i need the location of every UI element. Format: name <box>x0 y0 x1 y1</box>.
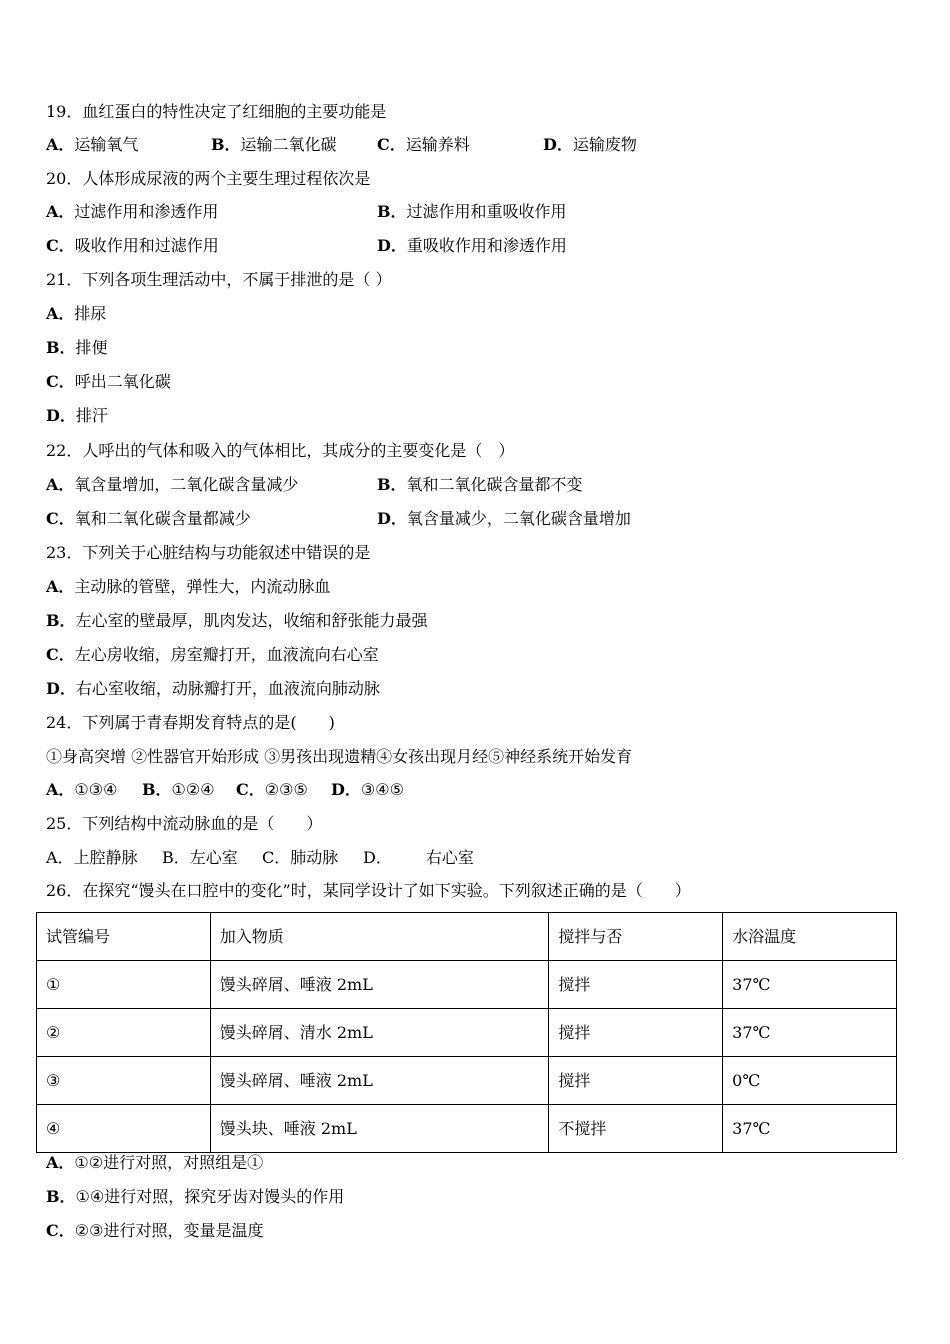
table-cell: 馒头碎屑、清水 2mL <box>210 1009 549 1057</box>
option-text: 肺动脉 <box>290 848 339 867</box>
q25-option-c <box>262 847 338 869</box>
option-text: 左心室的壁最厚，肌肉发达，收缩和舒张能力最强 <box>75 611 428 630</box>
table-cell: 搅拌 <box>549 961 723 1009</box>
q21-option-b <box>46 337 108 359</box>
option-text: ①④进行对照，探究牙齿对馒头的作用 <box>75 1187 345 1206</box>
table-cell: 馒头碎屑、唾液 2mL <box>210 961 549 1009</box>
option-text: 过滤作用和渗透作用 <box>74 202 219 221</box>
option-letter: C． <box>262 848 291 867</box>
option-letter: B． <box>162 848 190 867</box>
q24-option-c <box>236 779 308 801</box>
question-22-stem: 22．人呼出的气体和吸入的气体相比，其成分的主要变化是（ ） <box>46 441 515 460</box>
option-text: 排便 <box>75 338 108 357</box>
option-text: 氧含量减少，二氧化碳含量增加 <box>406 509 631 528</box>
q26-option-a <box>46 1152 263 1174</box>
q25-option-b <box>162 847 238 869</box>
table-row <box>37 1105 897 1153</box>
q25-option-a <box>46 847 138 869</box>
question-26-stem: 26．在探究“馒头在口腔中的变化”时，某同学设计了如下实验。下列叙述正确的是（ ） <box>46 881 691 900</box>
option-letter: A． <box>46 304 75 323</box>
table-header-cell: 水浴温度 <box>723 913 897 961</box>
option-letter: B． <box>377 475 407 494</box>
q20-option-a <box>46 201 218 223</box>
option-letter: B． <box>142 780 172 799</box>
table-header-cell: 试管编号 <box>37 913 211 961</box>
q24-option-d <box>331 779 404 801</box>
option-letter: A． <box>46 202 75 221</box>
option-text: ②③进行对照，变量是温度 <box>74 1221 264 1240</box>
table-row <box>37 1057 897 1105</box>
table-header-cell: 搅拌与否 <box>549 913 723 961</box>
q24-option-b <box>142 779 215 801</box>
q20-option-b <box>377 201 567 223</box>
table-cell: 37℃ <box>723 1009 897 1057</box>
option-letter: D． <box>377 509 407 528</box>
table-cell: ④ <box>37 1105 211 1153</box>
option-text: 右心室收缩，动脉瓣打开，血液流向肺动脉 <box>75 679 380 698</box>
question-24-items: ①身高突增 ②性器官开始形成 ③男孩出现遗精④女孩出现月经⑤神经系统开始发育 <box>46 747 633 766</box>
option-letter: C． <box>377 135 406 154</box>
option-text: 排尿 <box>74 304 107 323</box>
option-letter: C． <box>46 372 75 391</box>
option-text: ①③④ <box>74 780 118 799</box>
q19-option-c <box>377 134 470 156</box>
q19-option-b <box>211 134 337 156</box>
question-23-stem: 23．下列关于心脏结构与功能叙述中错误的是 <box>46 543 371 562</box>
option-letter: C． <box>46 236 75 255</box>
question-20-stem: 20．人体形成尿液的两个主要生理过程依次是 <box>46 169 371 188</box>
option-text: ①②进行对照，对照组是① <box>74 1153 264 1172</box>
option-text: 上腔静脉 <box>73 848 138 867</box>
table-cell: 馒头碎屑、唾液 2mL <box>210 1057 549 1105</box>
q22-option-b <box>377 474 583 496</box>
option-letter: C． <box>46 1221 75 1240</box>
option-text: 过滤作用和重吸收作用 <box>406 202 567 221</box>
q26-option-b <box>46 1186 344 1208</box>
q23-option-a <box>46 576 330 598</box>
q21-option-c <box>46 371 171 393</box>
table-cell: 馒头块、唾液 2mL <box>210 1105 549 1153</box>
table-row <box>37 1009 897 1057</box>
option-letter: C． <box>46 509 75 528</box>
option-text: 左心室 <box>189 848 238 867</box>
option-letter: D． <box>46 679 76 698</box>
option-letter: B． <box>46 611 76 630</box>
option-text: 排汗 <box>75 406 108 425</box>
option-text: 主动脉的管壁，弹性大，内流动脉血 <box>74 577 331 596</box>
q24-option-a <box>46 779 117 801</box>
option-letter: A． <box>46 135 75 154</box>
table-cell: ③ <box>37 1057 211 1105</box>
option-letter: C． <box>236 780 265 799</box>
option-text: 呼出二氧化碳 <box>74 372 171 391</box>
table-cell: ① <box>37 961 211 1009</box>
option-text: 重吸收作用和渗透作用 <box>406 236 567 255</box>
table-cell: 37℃ <box>723 961 897 1009</box>
table-cell: 搅拌 <box>549 1009 723 1057</box>
option-text: 氧含量增加，二氧化碳含量减少 <box>74 475 299 494</box>
option-text: 运输二氧化碳 <box>240 135 337 154</box>
q23-option-b <box>46 610 428 632</box>
table-cell: 0℃ <box>723 1057 897 1105</box>
q19-option-d <box>543 134 637 156</box>
option-text: 运输废物 <box>572 135 637 154</box>
table-cell: ② <box>37 1009 211 1057</box>
q21-option-a <box>46 303 106 325</box>
q26-option-c <box>46 1220 263 1242</box>
option-text: 运输养料 <box>405 135 470 154</box>
option-letter: A． <box>46 577 75 596</box>
q19-option-a <box>46 134 138 156</box>
option-letter: B． <box>211 135 241 154</box>
table-row <box>37 961 897 1009</box>
q22-option-a <box>46 474 298 496</box>
option-letter: D． <box>543 135 573 154</box>
q22-option-c <box>46 508 251 530</box>
question-19-stem: 19．血红蛋白的特性决定了红细胞的主要功能是 <box>46 102 387 121</box>
table-header-row <box>37 913 897 961</box>
experiment-table <box>36 912 897 1153</box>
option-text: 氧和二氧化碳含量都减少 <box>74 509 251 528</box>
option-letter: B． <box>46 1187 76 1206</box>
option-letter: A． <box>46 780 75 799</box>
q23-option-c <box>46 644 379 666</box>
option-text: 氧和二氧化碳含量都不变 <box>406 475 583 494</box>
option-text: 运输氧气 <box>74 135 139 154</box>
q20-option-c <box>46 235 219 257</box>
question-25-stem: 25．下列结构中流动脉血的是（ ） <box>46 814 323 833</box>
option-letter: D． <box>363 848 392 867</box>
option-letter: A． <box>46 475 75 494</box>
table-header-cell: 加入物质 <box>210 913 549 961</box>
option-text: ②③⑤ <box>264 780 308 799</box>
table-cell: 37℃ <box>723 1105 897 1153</box>
q20-option-d <box>377 235 567 257</box>
q22-option-d <box>377 508 631 530</box>
option-letter: D． <box>377 236 407 255</box>
table-cell: 搅拌 <box>549 1057 723 1105</box>
option-letter: D． <box>46 406 76 425</box>
option-letter: B． <box>46 338 76 357</box>
question-24-stem: 24．下列属于青春期发育特点的是( ) <box>46 713 335 732</box>
option-letter: B． <box>377 202 407 221</box>
q25-option-d <box>363 847 474 869</box>
table-cell: 不搅拌 <box>549 1105 723 1153</box>
option-letter: D． <box>331 780 361 799</box>
q21-option-d <box>46 405 108 427</box>
option-text: ①②④ <box>171 780 215 799</box>
option-text: 左心房收缩，房室瓣打开，血液流向右心室 <box>74 645 379 664</box>
option-letter: A． <box>46 1153 75 1172</box>
option-letter: A． <box>46 848 74 867</box>
option-text: ③④⑤ <box>360 780 404 799</box>
option-letter: C． <box>46 645 75 664</box>
option-text: 右心室 <box>425 848 474 867</box>
option-text: 吸收作用和过滤作用 <box>74 236 219 255</box>
question-21-stem: 21．下列各项生理活动中，不属于排泄的是（ ） <box>46 270 392 289</box>
q23-option-d <box>46 678 380 700</box>
